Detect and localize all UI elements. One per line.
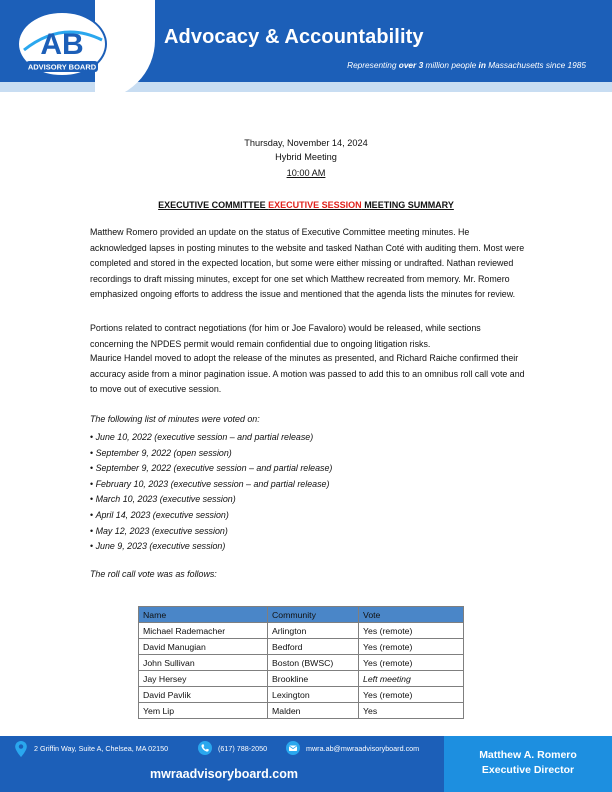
column-header-community: Community	[268, 607, 359, 623]
list-item: • June 10, 2022 (executive session – and partial release)	[90, 430, 332, 446]
list-item: • September 9, 2022 (executive session – and partial release)	[90, 461, 332, 477]
table-row	[139, 639, 464, 655]
footer-website: mwraadvisoryboard.com	[150, 767, 298, 781]
advisory-board-logo	[16, 10, 108, 80]
header-title: Advocacy & Accountability	[164, 26, 424, 48]
footer-phone: (617) 788-2050	[218, 744, 268, 753]
list-item: • June 9, 2023 (executive session)	[90, 539, 332, 555]
list-item: • April 14, 2023 (executive session)	[90, 508, 332, 524]
table-row	[139, 687, 464, 703]
cell-community: Malden	[268, 703, 359, 719]
table-row	[139, 655, 464, 671]
column-header-vote: Vote	[359, 607, 464, 623]
meeting-type: Hybrid Meeting	[275, 152, 337, 162]
roll-call-table	[138, 606, 464, 719]
cell-vote: Yes (remote)	[359, 655, 464, 671]
cell-name: Jay Hersey	[139, 671, 268, 687]
table-row	[139, 671, 464, 687]
list-item: • September 9, 2022 (open session)	[90, 446, 332, 462]
roll-call-intro: The roll call vote was as follows:	[90, 569, 217, 579]
cell-vote: Yes	[359, 703, 464, 719]
cell-name: John Sullivan	[139, 655, 268, 671]
cell-community: Boston (BWSC)	[268, 655, 359, 671]
email-icon	[286, 741, 300, 755]
cell-name: Yem Lip	[139, 703, 268, 719]
director-title: Executive Director	[481, 764, 575, 776]
logo-letters: AB	[40, 28, 84, 61]
list-item: • March 10, 2023 (executive session)	[90, 492, 332, 508]
cell-vote: Yes (remote)	[359, 623, 464, 639]
location-pin-icon	[14, 741, 28, 755]
minutes-intro: The following list of minutes were voted on:	[90, 414, 260, 424]
cell-vote: Yes (remote)	[359, 687, 464, 703]
header-stripe	[0, 82, 612, 92]
list-item: • February 10, 2023 (executive session – and partial release)	[90, 477, 332, 493]
cell-community: Arlington	[268, 623, 359, 639]
summary-paragraph-2: Portions related to contract negotiations (for him or Joe Favaloro) would be released, while sections concerning the NPDES permit would remain confidential due to ongoing litigation risks.	[90, 323, 481, 349]
cell-name: David Pavlik	[139, 687, 268, 703]
summary-heading: EXECUTIVE COMMITTEE EXECUTIVE SESSION MEETING SUMMARY	[158, 200, 454, 210]
cell-community: Brookline	[268, 671, 359, 687]
phone-icon	[198, 741, 212, 755]
cell-name: Michael Rademacher	[139, 623, 268, 639]
column-header-name: Name	[139, 607, 268, 623]
cell-community: Lexington	[268, 687, 359, 703]
meeting-date: Thursday, November 14, 2024	[244, 138, 368, 148]
table-row	[139, 703, 464, 719]
table-row	[139, 623, 464, 639]
letterhead-header	[0, 0, 612, 100]
letterhead-footer	[0, 736, 612, 792]
summary-paragraph-1: Matthew Romero provided an update on the status of Executive Committee meeting minutes. He acknowledged lapses in posting minutes to the website and tasked Nathan Coté with auditing them. Most were completed and stored in the expected location, but some were either missing or undrafted. Nathan reviewed recordings to draft missing minutes, except for one set which Matthew recreated from memory. Mr. Romero emphasized ongoing efforts to address the issue and mentioned that the agenda lists the minutes for review.	[90, 227, 525, 300]
logo-subtitle: ADVISORY BOARD	[27, 62, 97, 72]
director-name: Matthew A. Romero	[479, 749, 577, 761]
summary-paragraph-3: Maurice Handel moved to adopt the release of the minutes as presented, and Richard Raiche confirmed their accuracy aside from a minor pagination issue. A motion was passed to add this to an omnibus roll call vote and to move out of executive session.	[90, 353, 525, 395]
cell-vote: Yes (remote)	[359, 639, 464, 655]
list-item: • May 12, 2023 (executive session)	[90, 524, 332, 540]
cell-vote: Left meeting	[359, 671, 464, 687]
header-tagline: Representing over 3 million people in Massachusetts since 1985	[347, 60, 586, 70]
cell-name: David Manugian	[139, 639, 268, 655]
table-header-row	[139, 607, 464, 623]
meeting-time: 10:00 AM	[286, 168, 326, 178]
footer-band	[0, 736, 450, 792]
director-box	[444, 736, 612, 792]
footer-email: mwra.ab@mwraadvisoryboard.com	[306, 744, 420, 753]
minutes-list	[90, 430, 332, 555]
cell-community: Bedford	[268, 639, 359, 655]
footer-address: 2 Griffin Way, Suite A, Chelsea, MA 02150	[34, 744, 169, 753]
